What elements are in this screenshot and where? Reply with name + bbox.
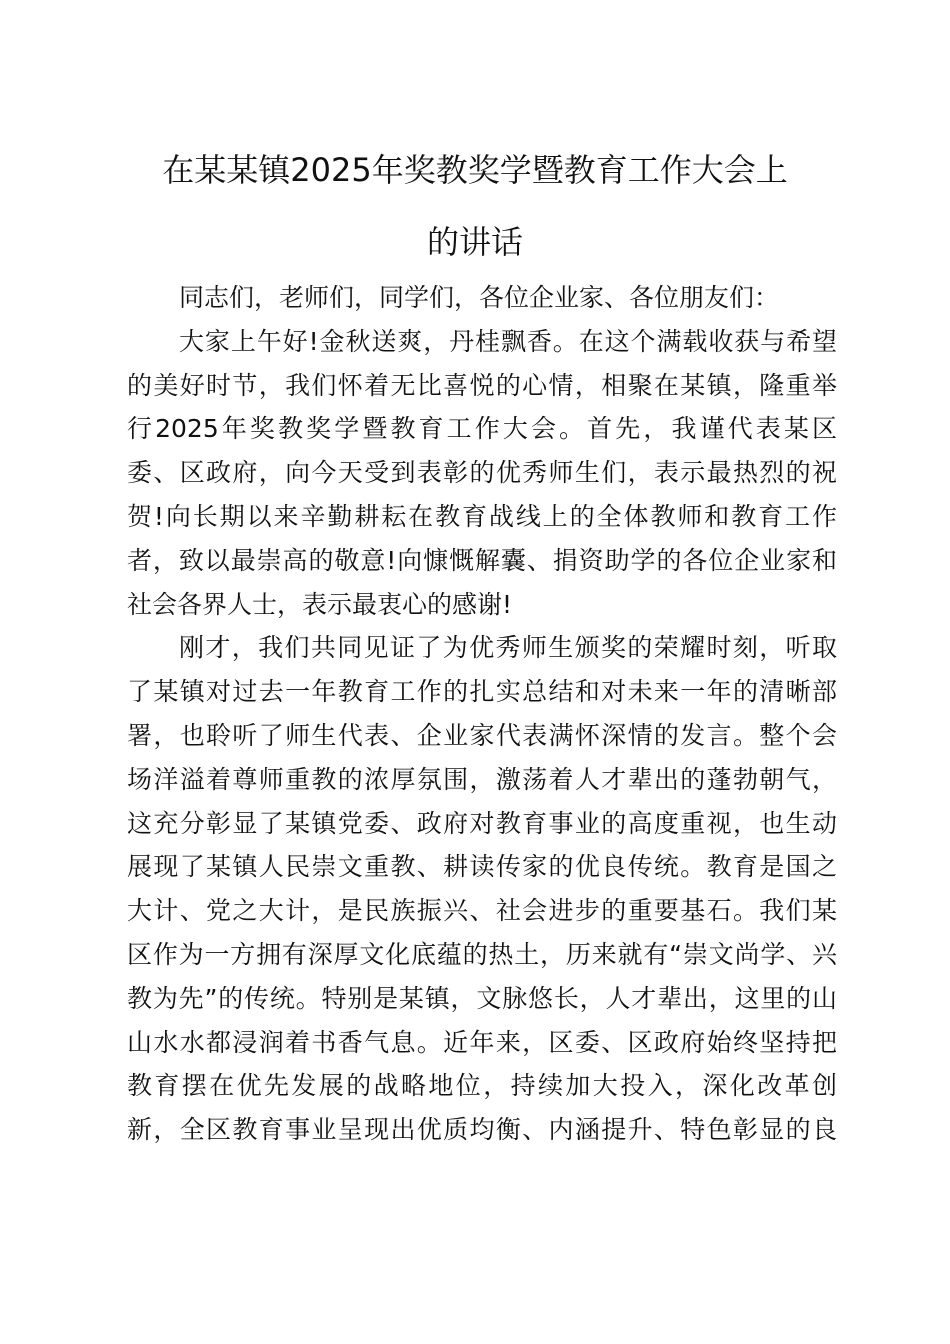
paragraph-line: 教为先”的传统。特别是某镇，文脉悠长，人才辈出，这里的山 (127, 983, 837, 1013)
paragraph-line: 大家上午好!金秋送爽，丹桂飘香。在这个满载收获与希望 (179, 326, 837, 356)
paragraph-line: 这充分彰显了某镇党委、政府对教育事业的高度重视，也生动 (127, 808, 837, 838)
paragraph (127, 320, 837, 627)
paragraph-line: 大计、党之大计，是民族振兴、社会进步的重要基石。我们某 (127, 896, 837, 926)
paragraph-line: 刚才，我们共同见证了为优秀师生颁奖的荣耀时刻，听取 (179, 633, 837, 663)
paragraph (127, 626, 837, 1152)
paragraph-line: 行2025年奖教奖学暨教育工作大会。首先，我谨代表某区 (127, 414, 837, 444)
paragraph-line: 的美好时节，我们怀着无比喜悦的心情，相聚在某镇，隆重举 (127, 370, 837, 400)
paragraph-line: 场洋溢着尊师重教的浓厚氛围，激荡着人才辈出的蓬勃朝气， (127, 764, 837, 794)
paragraphs (127, 320, 837, 1152)
paragraph-line: 了某镇对过去一年教育工作的扎实总结和对未来一年的清晰部 (127, 677, 837, 707)
title-line: 的讲话 (426, 223, 523, 261)
paragraph-line: 委、区政府，向今天受到表彰的优秀师生们，表示最热烈的祝 (127, 458, 837, 488)
paragraph-line: 社会各界人士，表示最衷心的感谢! (127, 589, 513, 619)
paragraph-line: 贺!向长期以来辛勤耕耘在教育战线上的全体教师和教育工作 (127, 501, 837, 531)
paragraph-line: 山水水都浸润着书香气息。近年来，区委、区政府始终坚持把 (127, 1027, 837, 1057)
paragraph-line: 者，致以最崇高的敬意!向慷慨解囊、捐资助学的各位企业家和 (127, 545, 837, 575)
paragraph-line: 展现了某镇人民崇文重教、耕读传家的优良传统。教育是国之 (127, 852, 837, 882)
paragraph-line: 教育摆在优先发展的战略地位，持续加大投入，深化改革创 (127, 1071, 837, 1101)
document-body (127, 276, 837, 1152)
title-line: 在某某镇2025年奖教奖学暨教育工作大会上 (162, 151, 788, 189)
salutation: 同志们，老师们，同学们，各位企业家、各位朋友们： (179, 283, 780, 312)
paragraph-line: 区作为一方拥有深厚文化底蕴的热土，历来就有“崇文尚学、兴 (127, 939, 837, 969)
paragraph-line: 署，也聆听了师生代表、企业家代表满怀深情的发言。整个会 (127, 720, 837, 750)
document-title (0, 134, 950, 278)
paragraph-line: 新，全区教育事业呈现出优质均衡、内涵提升、特色彰显的良 (127, 1115, 837, 1145)
